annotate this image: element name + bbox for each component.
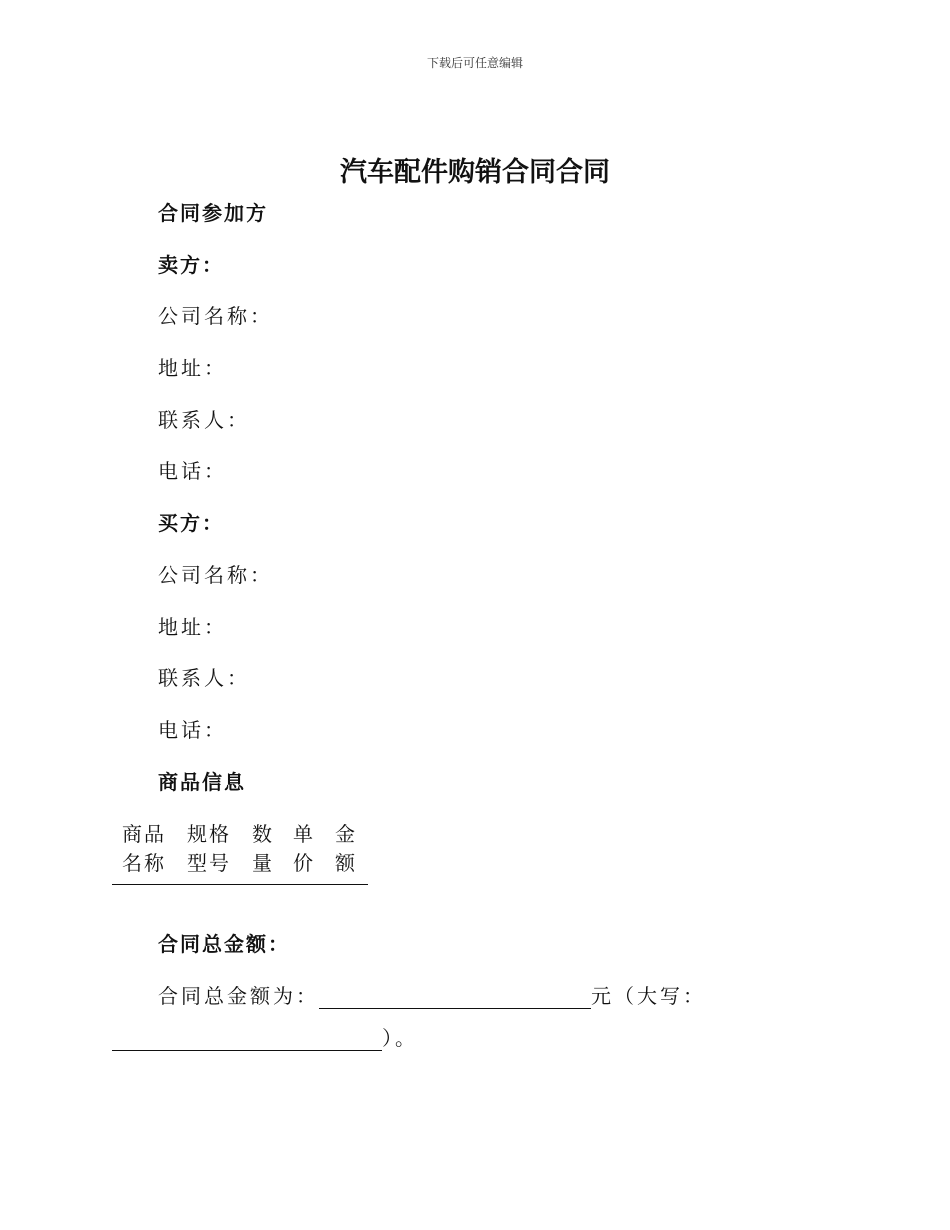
buyer-heading: 买方： (158, 511, 224, 535)
buyer-phone-label: 电话： (158, 718, 227, 742)
seller-company-label: 公司名称： (158, 304, 273, 328)
goods-column-spec: 规格 型号 (176, 818, 242, 885)
total-heading: 合同总金额： (158, 932, 290, 956)
document-title: 汽车配件购销合同合同 (340, 157, 610, 188)
yuan-label: 元（大写： (591, 984, 706, 1008)
amount-blank[interactable] (319, 988, 591, 1009)
seller-contact-label: 联系人： (158, 408, 250, 432)
total-closing: ）。 (382, 1026, 418, 1050)
goods-column-quantity: 数 量 (242, 818, 284, 885)
seller-heading: 卖方： (158, 253, 224, 277)
goods-column-amount: 金 额 (324, 818, 368, 885)
buyer-company-label: 公司名称： (158, 563, 273, 587)
total-amount-prefix: 合同总金额为： (158, 984, 319, 1008)
goods-column-name: 商品 名称 (112, 818, 176, 885)
buyer-address-label: 地址： (158, 615, 227, 639)
seller-address-label: 地址： (158, 356, 227, 380)
goods-table-header-row (112, 818, 368, 885)
seller-phone-label: 电话： (158, 459, 227, 483)
page-header-note: 下载后可任意编辑 (426, 56, 523, 70)
buyer-contact-label: 联系人： (158, 666, 250, 690)
total-amount-line-2 (112, 1022, 418, 1051)
goods-heading: 商品信息 (158, 770, 246, 794)
goods-column-unit-price: 单 价 (284, 818, 324, 885)
total-amount-line (158, 980, 706, 1009)
goods-table (112, 818, 368, 885)
amount-in-words-blank[interactable] (112, 1030, 382, 1051)
parties-heading: 合同参加方 (158, 201, 268, 225)
